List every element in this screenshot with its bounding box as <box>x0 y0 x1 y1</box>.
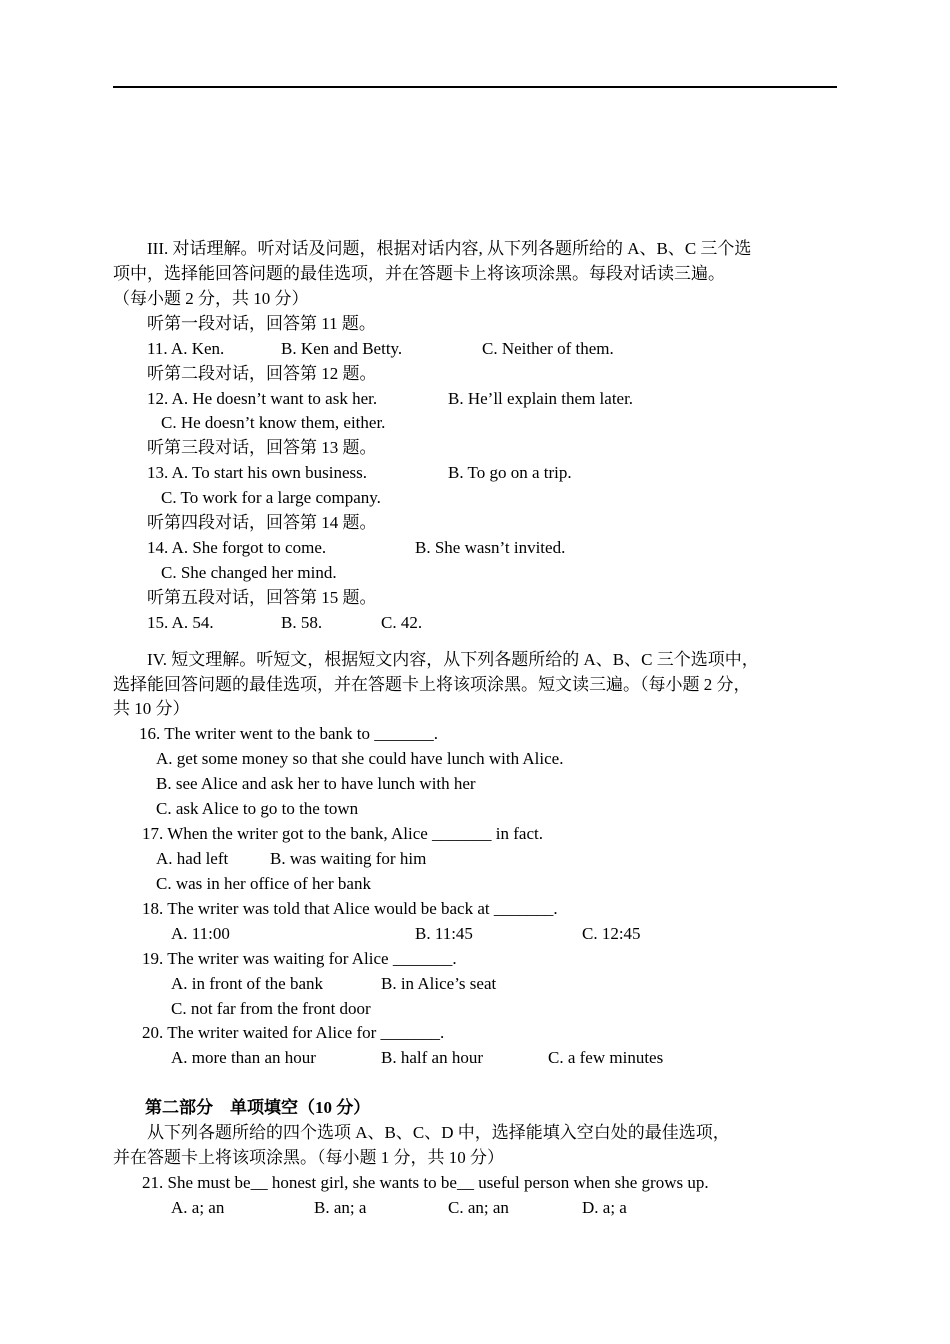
q20-option-a: A. more than an hour <box>171 1048 316 1067</box>
part2-intro-line1: 从下列各题所给的四个选项 A、B、C、D 中，选择能填入空白处的最佳选项， <box>147 1123 730 1142</box>
q17-option-c: C. was in her office of her bank <box>156 874 371 893</box>
sec3-intro-line3: （每小题 2 分，共 10 分） <box>113 289 309 308</box>
part2-intro-line2: 并在答题卡上将该项涂黑。（每小题 1 分，共 10 分） <box>113 1148 504 1167</box>
q16-option-b: B. see Alice and ask her to have lunch with her <box>156 774 476 793</box>
q11-option-a: 11. A. Ken. <box>147 339 225 358</box>
q11-option-b: B. Ken and Betty. <box>281 339 403 358</box>
sec4-intro-line1: IV. 短文理解。听短文，根据短文内容，从下列各题所给的 A、B、C 三个选项中， <box>147 650 759 669</box>
q11-option-c: C. Neither of them. <box>482 339 614 358</box>
q21-option-c: C. an; an <box>448 1198 509 1217</box>
q18-stem: 18. The writer was told that Alice would be back at _______. <box>142 899 558 918</box>
q16-stem: 16. The writer went to the bank to _______. <box>139 724 439 743</box>
q13-option-b: B. To go on a trip. <box>448 463 572 482</box>
part2-title: 第二部分 单项填空（10 分） <box>145 1098 371 1117</box>
q12-option-a: 12. A. He doesn’t want to ask her. <box>147 389 378 408</box>
q11-heading: 听第一段对话，回答第 11 题。 <box>147 314 376 333</box>
q14-option-c: C. She changed her mind. <box>161 563 337 582</box>
q15-option-c: C. 42. <box>381 613 423 632</box>
q19-option-c: C. not far from the front door <box>171 999 371 1018</box>
q18-option-c: C. 12:45 <box>582 924 641 943</box>
q17-option-a: A. had left <box>156 849 229 868</box>
q18-option-a: A. 11:00 <box>171 924 230 943</box>
q20-option-b: B. half an hour <box>381 1048 483 1067</box>
q14-option-a: 14. A. She forgot to come. <box>147 538 327 557</box>
q16-option-a: A. get some money so that she could have lunch with Alice. <box>156 749 564 768</box>
q21-stem: 21. She must be__ honest girl, she wants to be__ useful person when she grows up. <box>142 1173 709 1192</box>
sec4-intro-line3: 共 10 分） <box>113 699 190 718</box>
header-rule <box>113 86 837 88</box>
q16-option-c: C. ask Alice to go to the town <box>156 799 359 818</box>
q17-option-b: B. was waiting for him <box>270 849 427 868</box>
q13-heading: 听第三段对话，回答第 13 题。 <box>147 438 377 457</box>
q13-option-c: C. To work for a large company. <box>161 488 381 507</box>
q20-stem: 20. The writer waited for Alice for _______. <box>142 1023 445 1042</box>
q19-option-a: A. in front of the bank <box>171 974 324 993</box>
q19-stem: 19. The writer was waiting for Alice _______. <box>142 949 457 968</box>
q15-option-b: B. 58. <box>281 613 323 632</box>
q18-option-b: B. 11:45 <box>415 924 473 943</box>
q14-option-b: B. She wasn’t invited. <box>415 538 566 557</box>
q14-heading: 听第四段对话，回答第 14 题。 <box>147 513 377 532</box>
q21-option-d: D. a; a <box>582 1198 627 1217</box>
q19-option-b: B. in Alice’s seat <box>381 974 497 993</box>
q12-heading: 听第二段对话，回答第 12 题。 <box>147 364 377 383</box>
q13-option-a: 13. A. To start his own business. <box>147 463 367 482</box>
q15-option-a: 15. A. 54. <box>147 613 214 632</box>
q12-option-c: C. He doesn’t know them, either. <box>161 413 386 432</box>
q17-stem: 17. When the writer got to the bank, Alice _______ in fact. <box>142 824 543 843</box>
q21-option-a: A. a; an <box>171 1198 225 1217</box>
sec4-intro-line2: 选择能回答问题的最佳选项，并在答题卡上将该项涂黑。短文读三遍。（每小题 2 分， <box>113 675 751 694</box>
q15-heading: 听第五段对话，回答第 15 题。 <box>147 588 377 607</box>
q20-option-c: C. a few minutes <box>548 1048 664 1067</box>
sec3-intro-line1: III. 对话理解。听对话及问题，根据对话内容, 从下列各题所给的 A、B、C 三个选 <box>147 239 752 258</box>
q21-option-b: B. an; a <box>314 1198 367 1217</box>
q12-option-b: B. He’ll explain them later. <box>448 389 634 408</box>
sec3-intro-line2: 项中，选择能回答问题的最佳选项，并在答题卡上将该项涂黑。每段对话读三遍。 <box>113 264 725 283</box>
